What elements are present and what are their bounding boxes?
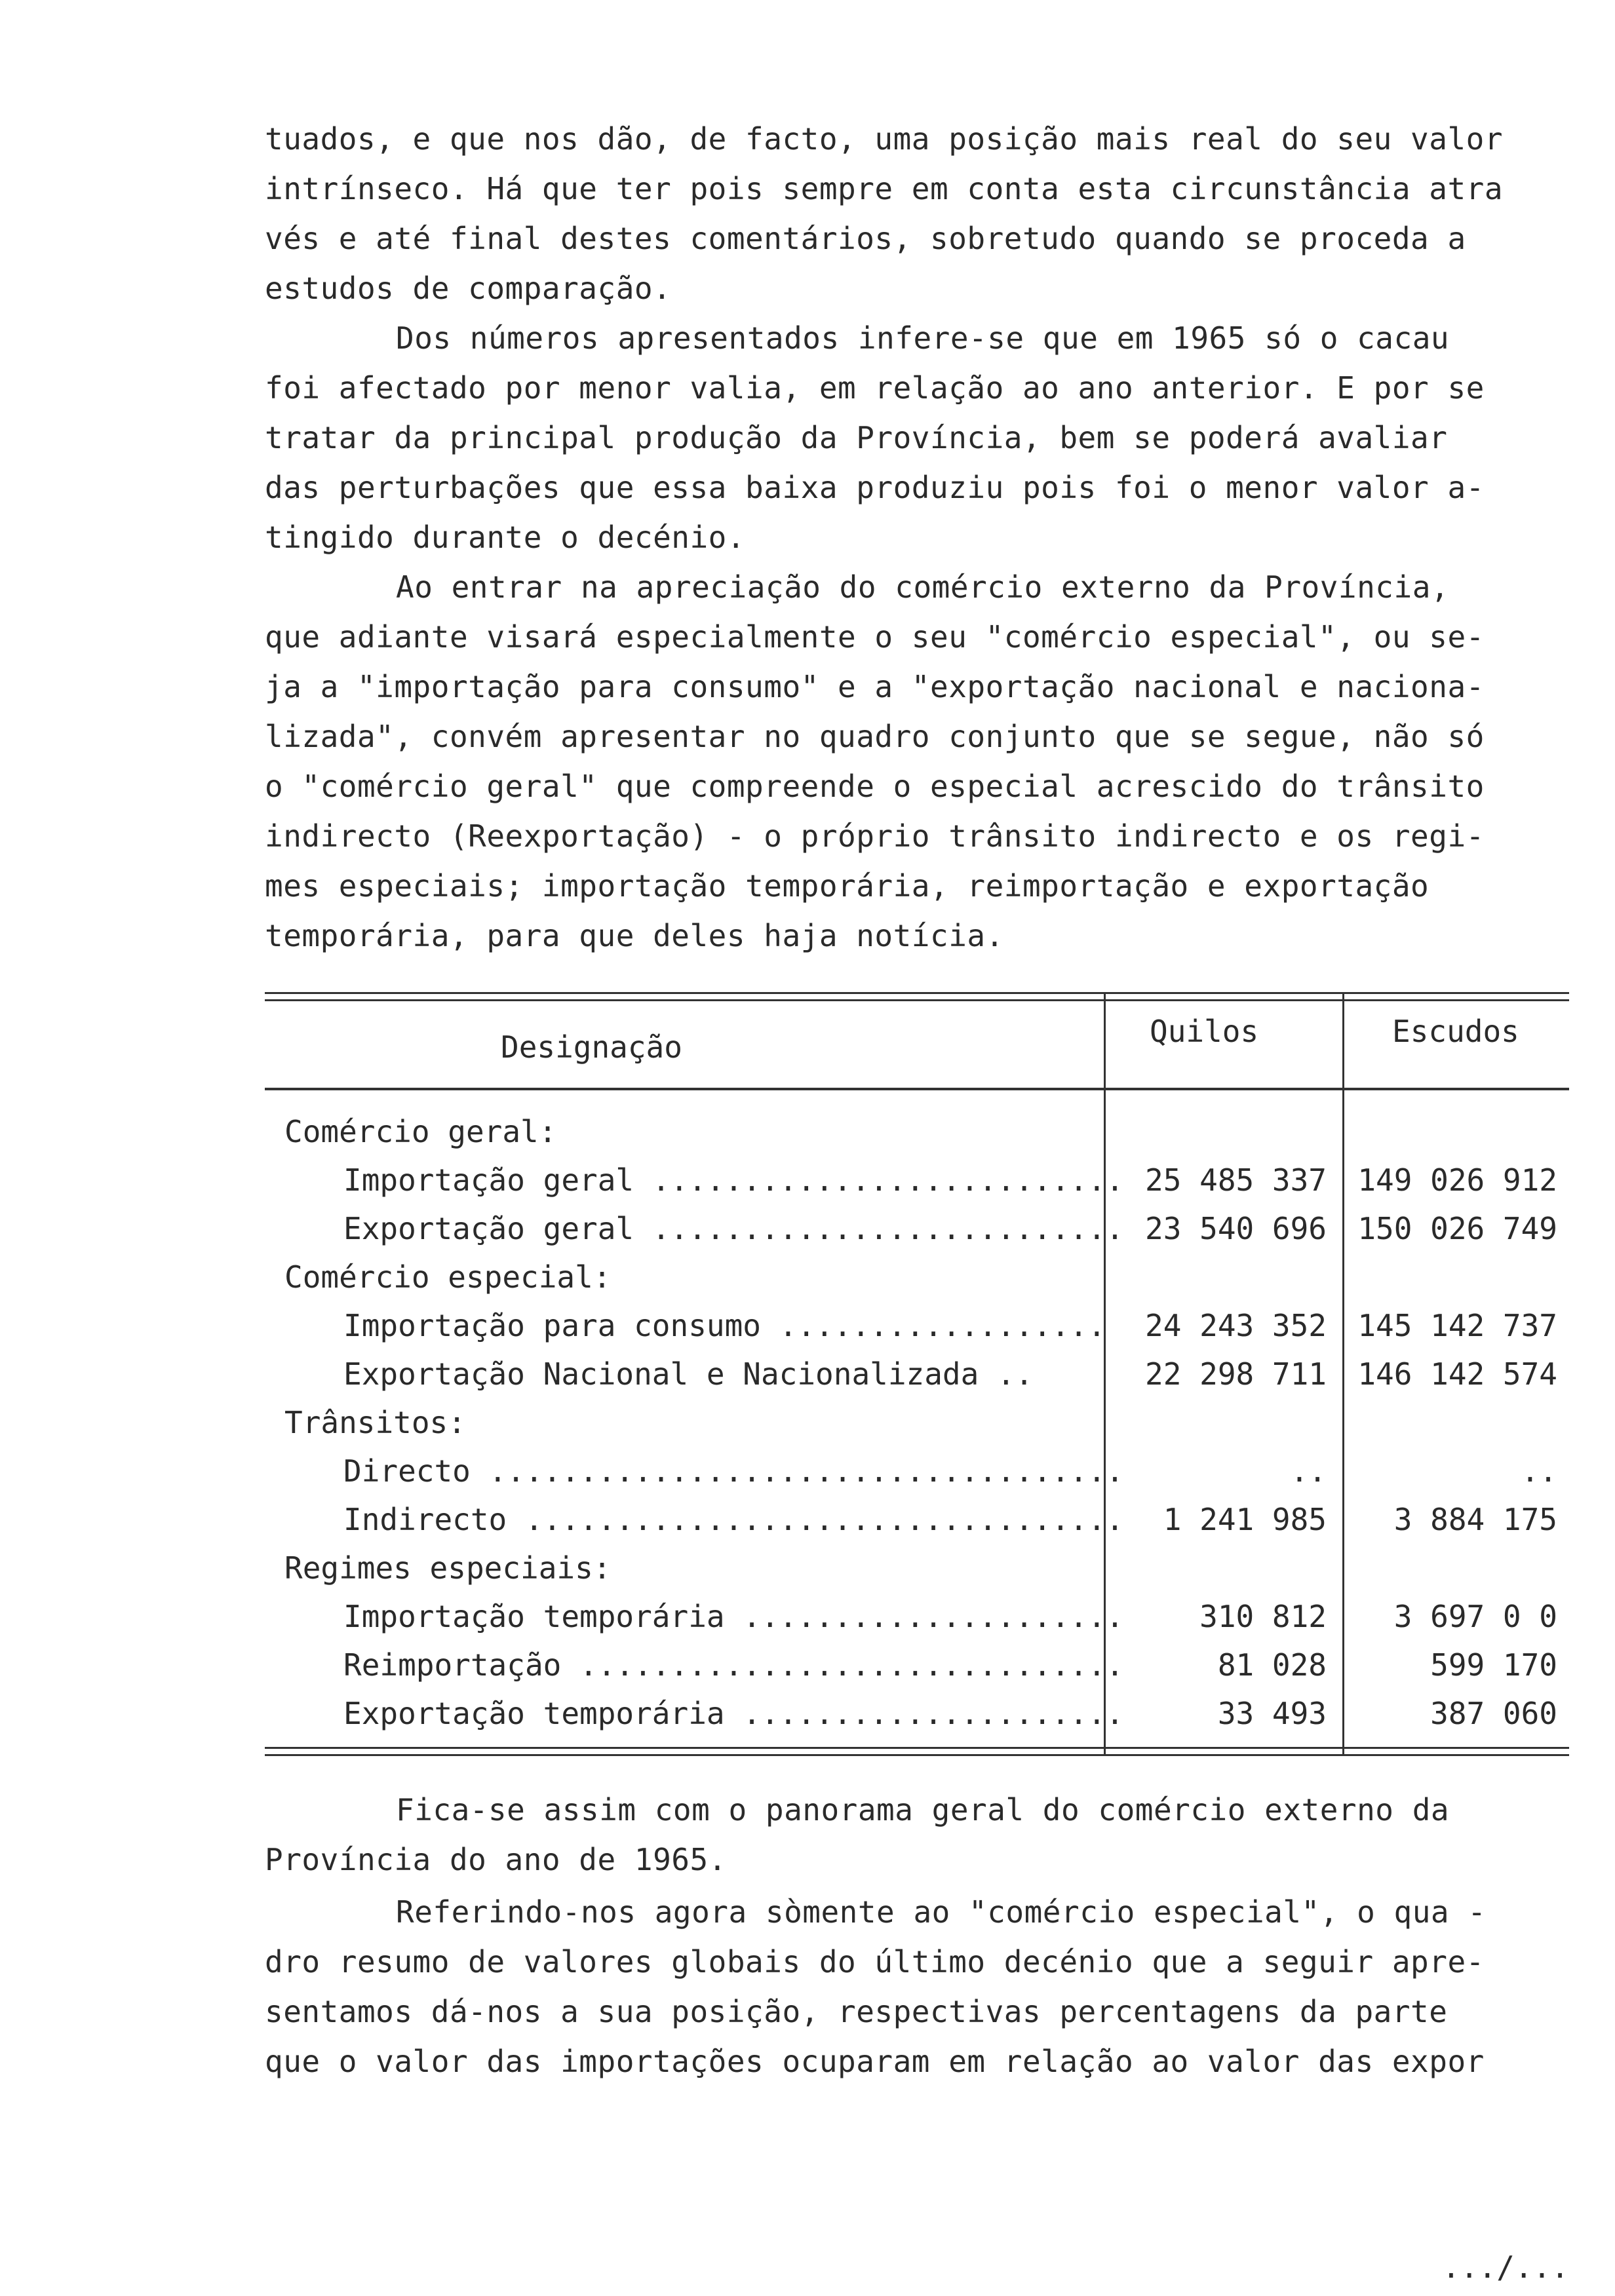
cell-escudos (1346, 1544, 1557, 1592)
cell-quilos: .. (1290, 1453, 1327, 1489)
cell-quilos: 310 812 (1199, 1599, 1327, 1634)
paragraph-2 (265, 313, 1563, 562)
cell-escudos: 3 884 175 (1393, 1502, 1557, 1537)
row-label: Importação temporária ..................... (343, 1599, 1124, 1634)
cell-quilos: 23 540 696 (1145, 1211, 1327, 1246)
text-line: Fica-se assim com o panorama geral do comércio externo da (396, 1792, 1450, 1827)
cell-quilos: 33 493 (1217, 1696, 1327, 1731)
table-row (265, 1544, 1569, 1592)
text-line: Província do ano de 1965. (265, 1842, 727, 1877)
row-label: Exportação geral .......................... (343, 1211, 1124, 1246)
table-row (265, 1689, 1569, 1738)
text-line: ja a "importação para consumo" e a "exportação nacional e naciona- (265, 669, 1485, 704)
cell-escudos: 150 026 749 (1357, 1211, 1557, 1246)
header-quilos: Quilos (1150, 1014, 1259, 1049)
text-line: mes especiais; importação temporária, reimportação e exportação (265, 868, 1430, 904)
text-line: tuados, e que nos dão, de facto, uma posição mais real do seu valor (265, 121, 1504, 157)
cell-escudos: 145 142 737 (1357, 1308, 1557, 1343)
cell-escudos: 149 026 912 (1357, 1162, 1557, 1198)
paragraph-1 (265, 114, 1563, 313)
table-row (265, 1592, 1569, 1641)
row-label: Exportação Nacional e Nacionalizada .. (343, 1356, 1034, 1392)
row-label: Importação para consumo .................. (343, 1308, 1106, 1343)
table-top-double-rule (265, 992, 1569, 1001)
cell-quilos (1110, 1398, 1327, 1447)
row-label: Directo ................................... (343, 1453, 1124, 1489)
cell-escudos: 3 697 0 0 (1393, 1599, 1557, 1634)
paragraph-3 (265, 562, 1563, 961)
cell-quilos: 81 028 (1217, 1647, 1327, 1683)
text-line: foi afectado por menor valia, em relação ao ano anterior. E por se (265, 370, 1485, 406)
cell-escudos: 599 170 (1430, 1647, 1557, 1683)
table-row (265, 1495, 1569, 1544)
text-line: das perturbações que essa baixa produziu pois foi o menor valor a- (265, 470, 1485, 505)
table-row (265, 1398, 1569, 1447)
cell-quilos: 25 485 337 (1145, 1162, 1327, 1198)
cell-escudos (1346, 1253, 1557, 1301)
cell-escudos (1346, 1398, 1557, 1447)
text-line: sentamos dá-nos a sua posição, respectivas percentagens da parte (265, 1994, 1448, 2029)
cell-quilos (1110, 1253, 1327, 1301)
header-escudos: Escudos (1392, 1014, 1519, 1049)
section-label: Comércio especial: (284, 1259, 612, 1295)
table-row (265, 1204, 1569, 1253)
row-label: Indirecto ................................. (343, 1502, 1124, 1537)
table-row (265, 1301, 1569, 1350)
row-label: Importação geral .......................... (343, 1162, 1124, 1198)
cell-escudos: 387 060 (1430, 1696, 1557, 1731)
text-line: intrínseco. Há que ter pois sempre em conta esta circunstância atra (265, 171, 1504, 206)
continuation-marker: .../... (1442, 2249, 1569, 2285)
text-line: estudos de comparação. (265, 271, 672, 306)
text-line: tratar da principal produção da Província, bem se poderá avaliar (265, 420, 1448, 455)
table-row (265, 1156, 1569, 1204)
cell-quilos: 22 298 711 (1145, 1356, 1327, 1392)
text-line: Referindo-nos agora sòmente ao "comércio especial", o qua - (396, 1894, 1487, 1930)
text-line: Ao entrar na apreciação do comércio externo da Província, (396, 569, 1450, 605)
table-row (265, 1447, 1569, 1495)
section-label: Regimes especiais: (284, 1550, 612, 1586)
text-line: o "comércio geral" que compreende o especial acrescido do trânsito (265, 769, 1485, 804)
section-label: Trânsitos: (284, 1405, 466, 1440)
table-row (265, 1107, 1569, 1156)
text-line: que o valor das importações ocuparam em relação ao valor das expor (265, 2044, 1485, 2079)
cell-quilos: 24 243 352 (1145, 1308, 1327, 1343)
section-label: Comércio geral: (284, 1114, 557, 1149)
text-line: temporária, para que deles haja notícia. (265, 918, 1004, 953)
text-line: lizada", convém apresentar no quadro conjunto que se segue, não só (265, 719, 1485, 754)
cell-quilos (1110, 1107, 1327, 1156)
row-label: Reimportação .............................. (343, 1647, 1124, 1683)
paragraph-4 (265, 1785, 1563, 1885)
cell-escudos: .. (1521, 1453, 1557, 1489)
table-bottom-double-rule (265, 1747, 1569, 1756)
cell-quilos: 1 241 985 (1163, 1502, 1327, 1537)
table-row (265, 1641, 1569, 1689)
cell-quilos (1110, 1544, 1327, 1592)
text-line: indirecto (Reexportação) - o próprio trânsito indirecto e os regi- (265, 818, 1485, 854)
text-line: que adiante visará especialmente o seu "comércio especial", ou se- (265, 619, 1485, 655)
text-line: vés e até final destes comentários, sobretudo quando se proceda a (265, 221, 1466, 256)
cell-escudos: 146 142 574 (1357, 1356, 1557, 1392)
paragraph-5 (265, 1887, 1563, 2086)
table-header-rule (265, 1088, 1569, 1090)
row-label: Exportação temporária ..................... (343, 1696, 1124, 1731)
cell-escudos (1346, 1107, 1557, 1156)
table-row (265, 1253, 1569, 1301)
text-line: tingido durante o decénio. (265, 520, 746, 555)
text-line: Dos números apresentados infere-se que em 1965 só o cacau (396, 320, 1450, 356)
table-row (265, 1350, 1569, 1398)
header-designacao: Designação (501, 1029, 682, 1065)
text-line: dro resumo de valores globais do último decénio que a seguir apre- (265, 1944, 1485, 1980)
